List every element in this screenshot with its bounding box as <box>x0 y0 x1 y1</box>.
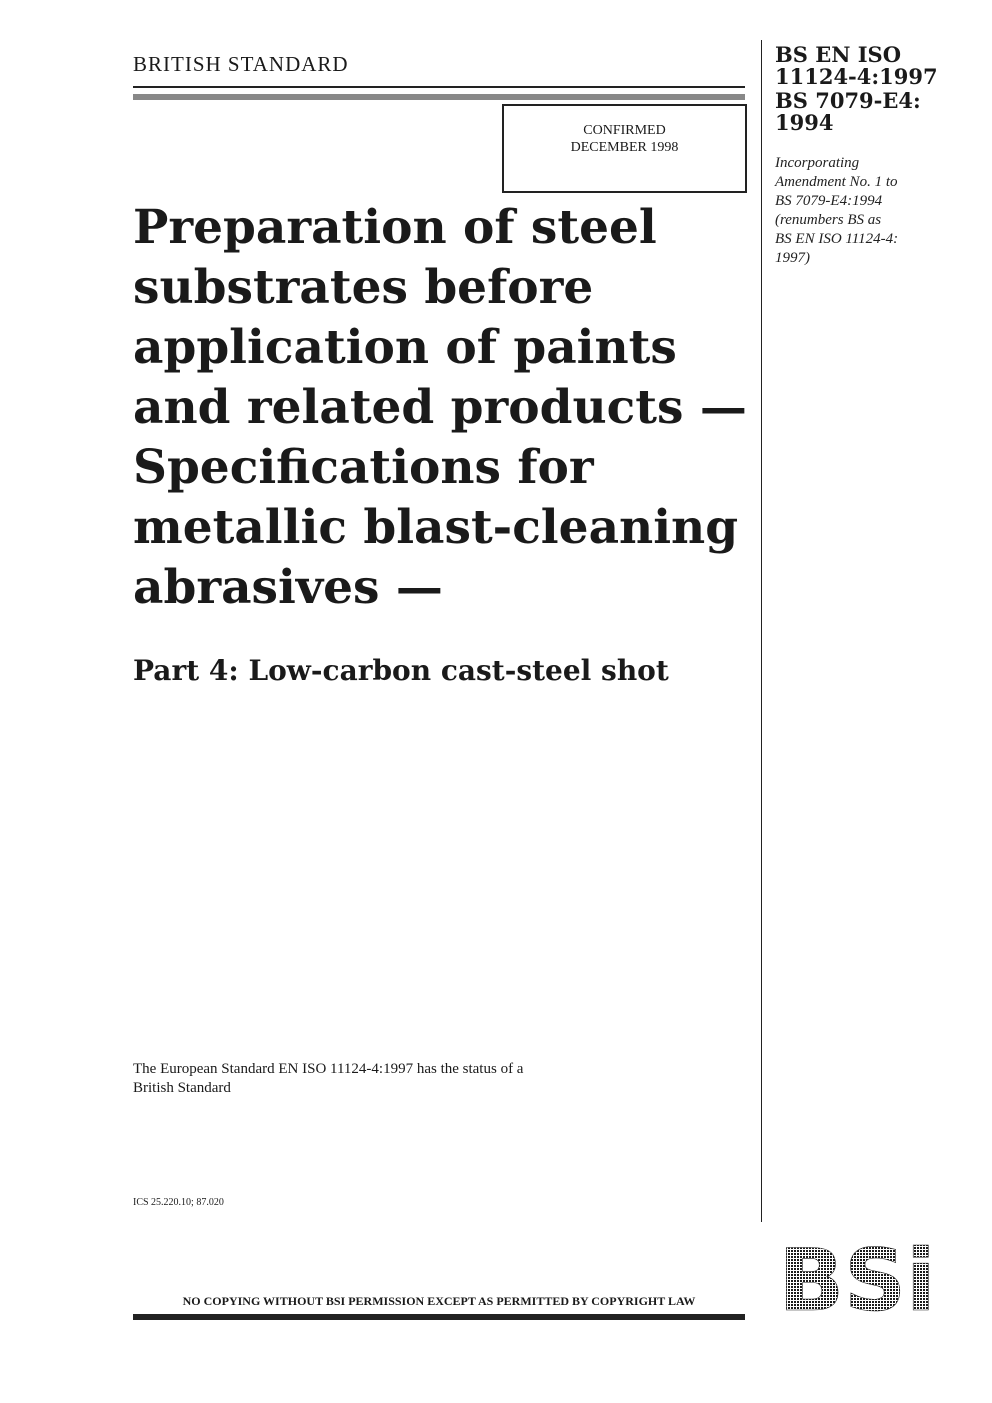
part-title: Part 4: Low-carbon cast-steel shot <box>133 654 669 687</box>
title-line: Specifications for <box>133 440 594 495</box>
confirmed-date: DECEMBER 1998 <box>570 140 679 155</box>
title-line: application of paints <box>133 320 677 375</box>
standard-number-line: 1994 <box>775 110 834 135</box>
confirmed-line: CONFIRMED <box>583 123 666 138</box>
standard-number-line: BS 7079-E4: <box>775 88 921 113</box>
title-line: metallic blast-cleaning <box>133 500 739 555</box>
series-label: BRITISH STANDARD <box>133 52 349 76</box>
title-line: and related products — <box>133 380 747 435</box>
ics-code: ICS 25.220.10; 87.020 <box>133 1197 224 1208</box>
amendment-line: BS 7079-E4:1994 <box>775 193 883 209</box>
standard-number-line: BS EN ISO <box>775 42 902 67</box>
header-rule-thin <box>133 86 745 88</box>
title-line: Preparation of steel <box>133 200 657 255</box>
title-line: substrates before <box>133 260 594 315</box>
bsi-logo-icon <box>770 1244 944 1318</box>
confirmed-box <box>502 104 747 193</box>
status-statement <box>133 1060 693 1098</box>
status-line: British Standard <box>133 1080 231 1096</box>
header-rule-thick <box>133 94 745 100</box>
standard-number-line: 11124-4:1997 <box>775 64 938 89</box>
title-line: abrasives — <box>133 560 443 615</box>
bsi-logo-text: BSi <box>778 1244 936 1318</box>
footer-rule <box>133 1314 745 1320</box>
amendment-line: (renumbers BS as <box>775 212 882 228</box>
column-divider <box>761 40 762 1222</box>
amendment-note <box>775 154 965 268</box>
document-title <box>133 198 753 618</box>
amendment-line: Incorporating <box>775 155 860 171</box>
copyright-notice: NO COPYING WITHOUT BSI PERMISSION EXCEPT AS PERMITTED BY COPYRIGHT LAW <box>182 1294 696 1308</box>
amendment-line: 1997) <box>775 250 810 266</box>
amendment-line: Amendment No. 1 to <box>775 174 898 190</box>
amendment-line: BS EN ISO 11124-4: <box>775 231 899 247</box>
standard-number <box>775 44 975 134</box>
status-line: The European Standard EN ISO 11124-4:1997 has the status of a <box>133 1061 524 1077</box>
